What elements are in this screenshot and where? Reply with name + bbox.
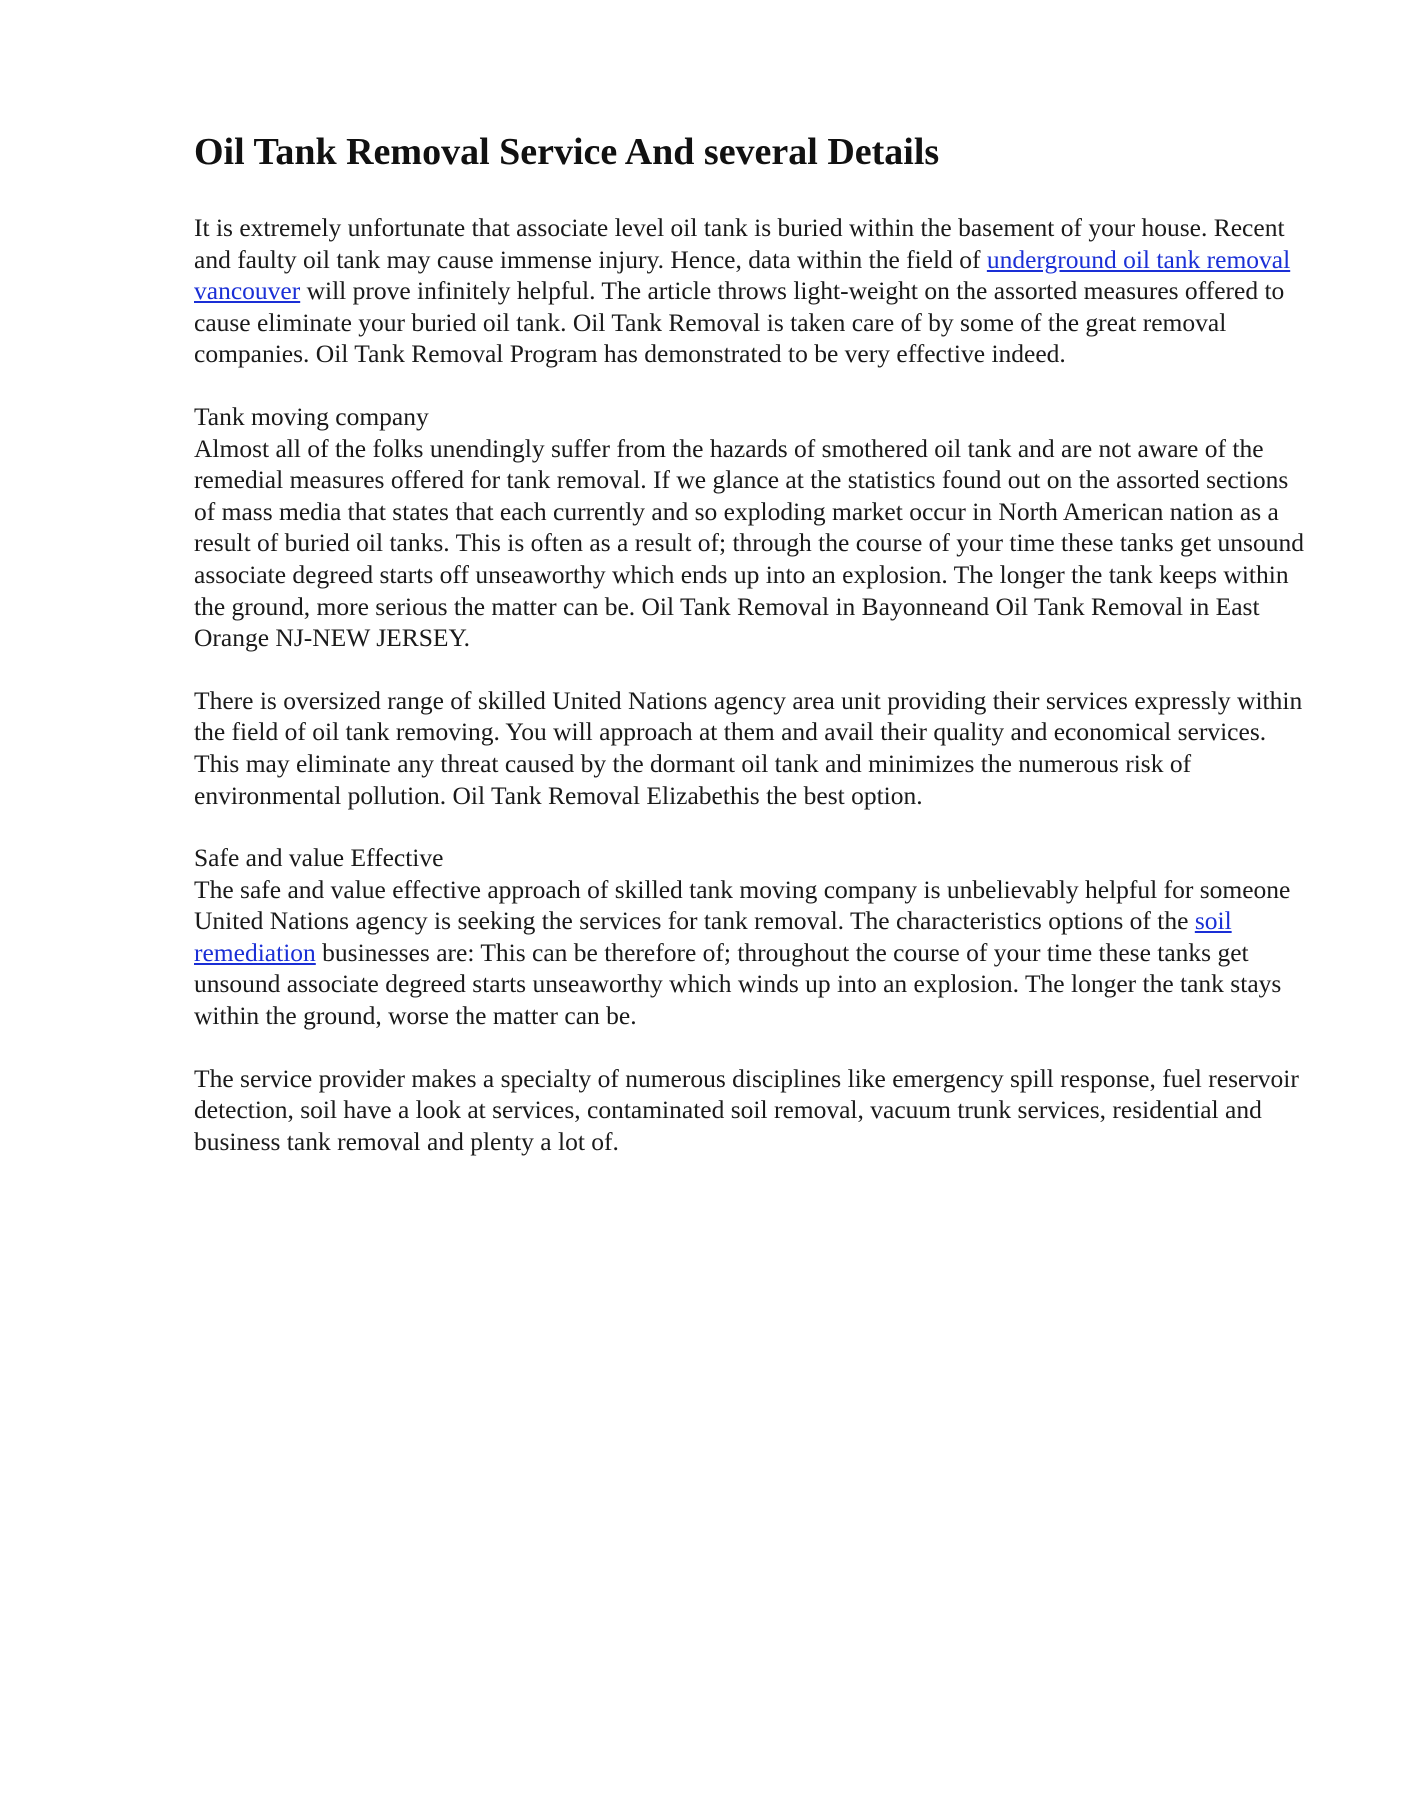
underground-oil-tank-removal-link[interactable]: underground oil tank removal vancouver bbox=[194, 244, 1291, 306]
soil-remediation-link[interactable]: soil remediation bbox=[194, 906, 1232, 967]
tank-moving-text: Almost all of the folks unendingly suffer from the hazards of smothered oil tank and are not aware of the remedial measures offered for tank removal. If we glance at the statistics found out on the assorted sections of mass media that states that each currently and so exploding market occur in North American nation as a result of buried oil tanks. This is often as a result of; through the course of your time these tanks get unsound associate degreed starts off unseaworthy which ends up into an explosion. The longer the tank keeps within the ground, more serious the matter can be. Oil Tank Removal in Bayonneand Oil Tank Removal in East Orange NJ-NEW JERSEY. bbox=[194, 433, 1304, 653]
document-page bbox=[194, 128, 1314, 1188]
tank-moving-section bbox=[194, 401, 1314, 654]
page-title: Oil Tank Removal Service And several Details bbox=[194, 131, 940, 173]
section-heading-tank-moving: Tank moving company bbox=[194, 401, 429, 431]
safe-value-text-before-link: The safe and value effective approach of skilled tank moving company is unbelievably helpful for someone United Nations agency is seeking the services for tank removal. The characteristics options of the bbox=[194, 874, 1291, 936]
safe-value-section bbox=[194, 842, 1314, 1032]
intro-text-before-link: It is extremely unfortunate that associate level oil tank is buried within the basement of your house. Recent and faulty oil tank may cause immense injury. Hence, data within the field of bbox=[194, 213, 1285, 274]
service-provider-paragraph: The service provider makes a specialty of numerous disciplines like emergency spill response, fuel reservoir detection, soil have a look at services, contaminated soil removal, vacuum trunk services, residential and business tank removal and plenty a lot of. bbox=[194, 1063, 1299, 1156]
safe-value-text-after-link: businesses are: This can be therefore of; throughout the course of your time these tanks get unsound associate degreed starts unseaworthy which winds up into an explosion. The longer the tank stays within the ground, worse the matter can be. bbox=[194, 937, 1282, 1031]
section-heading-safe-value: Safe and value Effective bbox=[194, 843, 444, 873]
intro-paragraph bbox=[194, 212, 1314, 370]
skilled-agency-paragraph: There is oversized range of skilled United Nations agency area unit providing their services expressly within the field of oil tank removing. You will approach at them and avail their quality and economical services. This may eliminate any threat caused by the dormant oil tank and minimizes the numerous risk of environmental pollution. Oil Tank Removal Elizabethis the best option. bbox=[194, 685, 1303, 810]
intro-text-after-link: will prove infinitely helpful. The article throws light-weight on the assorted measures offered to cause eliminate your buried oil tank. Oil Tank Removal is taken care of by some of the great removal companies. Oil Tank Removal Program has demonstrated to be very effective indeed. bbox=[194, 276, 1285, 369]
